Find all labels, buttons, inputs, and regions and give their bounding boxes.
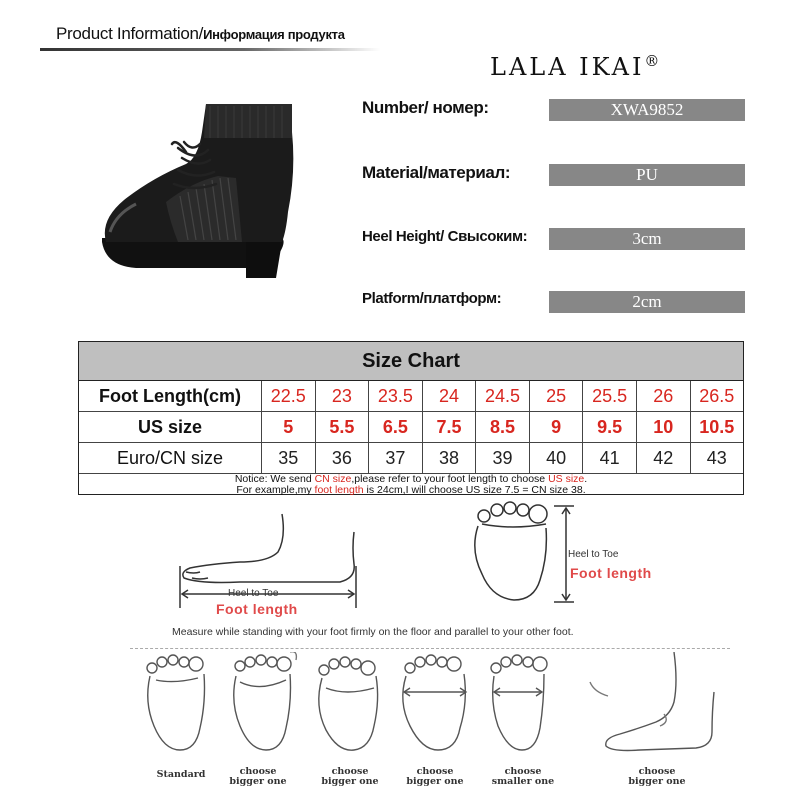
table-cell: 23.5 xyxy=(369,381,423,411)
table-row-us-size xyxy=(79,412,743,443)
boot-image xyxy=(96,92,308,292)
table-cell: 6.5 xyxy=(369,412,423,442)
notice-highlight: CN size xyxy=(314,473,352,485)
table-row-foot-length xyxy=(79,381,743,412)
table-cell: 10.5 xyxy=(699,417,735,437)
info-label-material: Material/материал: xyxy=(362,163,511,182)
row-label: Foot Length(cm) xyxy=(79,381,262,411)
table-cell: 5.5 xyxy=(316,412,370,442)
caption-foot-5 xyxy=(478,767,568,787)
size-notice xyxy=(79,474,743,496)
table-cell: 24 xyxy=(423,381,477,411)
caption-line: bigger one xyxy=(628,776,686,787)
notice-line-2 xyxy=(79,485,743,496)
caption-line: bigger one xyxy=(406,776,464,787)
table-cell: 39 xyxy=(476,443,530,473)
table-cell: 5 xyxy=(262,412,316,442)
notice-text: Notice: We send xyxy=(234,473,315,485)
notice-highlight: foot length xyxy=(314,484,364,496)
heel-to-toe-label-2: Heel to Toe xyxy=(568,549,619,560)
info-label-heel: Heel Height/ Свысоким: xyxy=(362,228,528,245)
table-cell: 23 xyxy=(316,381,370,411)
info-value-heel: 3cm xyxy=(549,228,745,250)
dashed-divider xyxy=(130,648,730,649)
table-cell: 42 xyxy=(637,443,691,473)
brand-logo xyxy=(490,52,659,81)
table-cell: 41 xyxy=(583,443,637,473)
table-cell: 40 xyxy=(530,443,584,473)
table-cell: 24.5 xyxy=(476,381,530,411)
table-cell: 22.5 xyxy=(262,381,316,411)
caption-line: choose xyxy=(331,766,369,777)
info-value-material: PU xyxy=(549,164,745,186)
caption-line: bigger one xyxy=(321,776,379,787)
caption-line: bigger one xyxy=(229,776,287,787)
caption-line: choose xyxy=(638,766,676,777)
title-ru: Информация продукта xyxy=(203,27,345,42)
table-cell: 43 xyxy=(706,448,727,468)
row-label: Euro/CN size xyxy=(79,443,262,473)
table-cell: 25.5 xyxy=(583,381,637,411)
heel-to-toe-label-1: Heel to Toe xyxy=(228,588,279,599)
table-cell: 35 xyxy=(262,443,316,473)
notice-text: is 24cm,I will choose US size 7.5 = CN size 38. xyxy=(363,484,586,496)
table-row-euro-size xyxy=(79,443,743,474)
foot-types-diagram xyxy=(130,652,730,760)
caption-line: Standard xyxy=(156,769,206,780)
brand-name: LALA IKAI xyxy=(490,53,645,81)
table-cell: 36 xyxy=(316,443,370,473)
foot-length-label-2: Foot length xyxy=(570,565,652,581)
table-cell: 38 xyxy=(423,443,477,473)
info-label-platform: Platform/платформ: xyxy=(362,290,502,307)
notice-text: ,please refer to your foot length to choose xyxy=(351,473,549,485)
notice-text: For example,my xyxy=(236,484,315,496)
page-title xyxy=(56,24,345,44)
table-cell: 37 xyxy=(369,443,423,473)
caption-foot-3 xyxy=(310,767,390,787)
table-cell: 26 xyxy=(637,381,691,411)
row-label: US size xyxy=(79,412,262,442)
table-cell: 8.5 xyxy=(476,412,530,442)
size-chart-title: Size Chart xyxy=(79,342,743,381)
table-cell: 9.5 xyxy=(583,412,637,442)
caption-line: smaller one xyxy=(491,776,555,787)
caption-line: choose xyxy=(504,766,542,777)
size-chart-table xyxy=(78,341,744,495)
caption-line: choose xyxy=(239,766,277,777)
caption-foot-4 xyxy=(395,767,475,787)
notice-text: . xyxy=(584,473,588,485)
info-label-number: Number/ номер: xyxy=(362,98,489,117)
info-value-platform: 2cm xyxy=(549,291,745,313)
caption-line: choose xyxy=(416,766,454,777)
notice-highlight: US size xyxy=(548,473,585,485)
measure-instruction: Measure while standing with your foot firmly on the floor and parallel to your other foot. xyxy=(172,626,574,638)
caption-foot-2 xyxy=(218,767,298,787)
info-value-number: XWA9852 xyxy=(549,99,745,121)
title-en: Product Information/ xyxy=(56,24,204,43)
table-cell: 25 xyxy=(530,381,584,411)
registered-mark: ® xyxy=(644,52,660,70)
table-cell: 7.5 xyxy=(423,412,477,442)
foot-length-label-1: Foot length xyxy=(216,601,298,617)
table-cell: 10 xyxy=(637,412,691,442)
table-cell: 26.5 xyxy=(699,386,735,406)
caption-foot-6 xyxy=(612,767,702,787)
title-underline xyxy=(40,48,380,51)
table-cell: 9 xyxy=(530,412,584,442)
caption-standard xyxy=(136,770,226,780)
